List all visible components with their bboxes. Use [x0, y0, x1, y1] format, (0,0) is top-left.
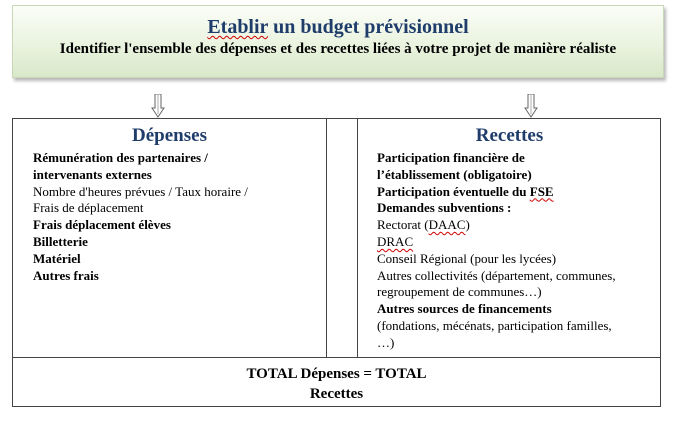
- list-item: Rémunération des partenaires /: [33, 150, 208, 165]
- list-item: Frais de déplacement: [33, 200, 144, 216]
- page-subtitle: Identifier l'ensemble des dépenses et des recettes liées à votre projet de manière réaliste: [59, 41, 617, 57]
- depenses-list: [33, 150, 323, 284]
- budget-table: [12, 118, 661, 407]
- list-item: [377, 184, 659, 201]
- list-item: regroupement de communes…): [377, 284, 542, 300]
- arrow-down-icon: [524, 94, 538, 118]
- list-item-daac: DAAC: [428, 217, 466, 233]
- list-item: Frais déplacement élèves: [33, 217, 171, 233]
- list-item: (fondations, mécénats, participation familles,: [377, 317, 612, 333]
- list-item: [377, 217, 659, 234]
- list-item: Billetterie: [33, 233, 88, 249]
- list-item: Matériel: [33, 250, 81, 266]
- list-item: Nombre d'heures prévues / Taux horaire /: [33, 183, 248, 199]
- list-item: l’établissement (obligatoire): [377, 166, 532, 182]
- total-row: [13, 364, 660, 404]
- arrow-down-icon: [151, 94, 165, 118]
- column-divider: [357, 119, 358, 357]
- depenses-title: Dépenses: [132, 125, 207, 146]
- page-title: [13, 16, 663, 38]
- list-item-drac: DRAC: [377, 233, 414, 249]
- list-item: intervenants externes: [33, 166, 152, 182]
- total-line-2: Recettes: [309, 386, 364, 402]
- list-item-text: ): [465, 217, 470, 233]
- recettes-title: Recettes: [475, 125, 544, 146]
- list-item: …): [377, 334, 395, 350]
- list-item-text: Participation éventuelle du: [377, 183, 530, 199]
- page-title-word-1: Etablir: [207, 16, 269, 38]
- list-item: Autres collectivités (département, communes,: [377, 267, 616, 283]
- list-item: Conseil Régional (pour les lycées): [377, 250, 557, 266]
- list-item: [377, 234, 659, 251]
- list-item-fse: FSE: [529, 183, 554, 199]
- list-item: Demandes subventions :: [377, 200, 512, 216]
- row-divider: [13, 357, 660, 358]
- page-title-rest: un budget prévisionnel: [268, 16, 469, 38]
- header-banner: [12, 5, 664, 78]
- recettes-list: [377, 150, 659, 352]
- list-item: Participation financière de: [377, 150, 525, 165]
- total-line-1: TOTAL Dépenses = TOTAL: [246, 366, 427, 382]
- column-divider: [326, 119, 327, 357]
- list-item-text: Rectorat (: [377, 217, 429, 233]
- list-item: Autres sources de financements: [377, 301, 552, 317]
- list-item: Autres frais: [33, 267, 99, 283]
